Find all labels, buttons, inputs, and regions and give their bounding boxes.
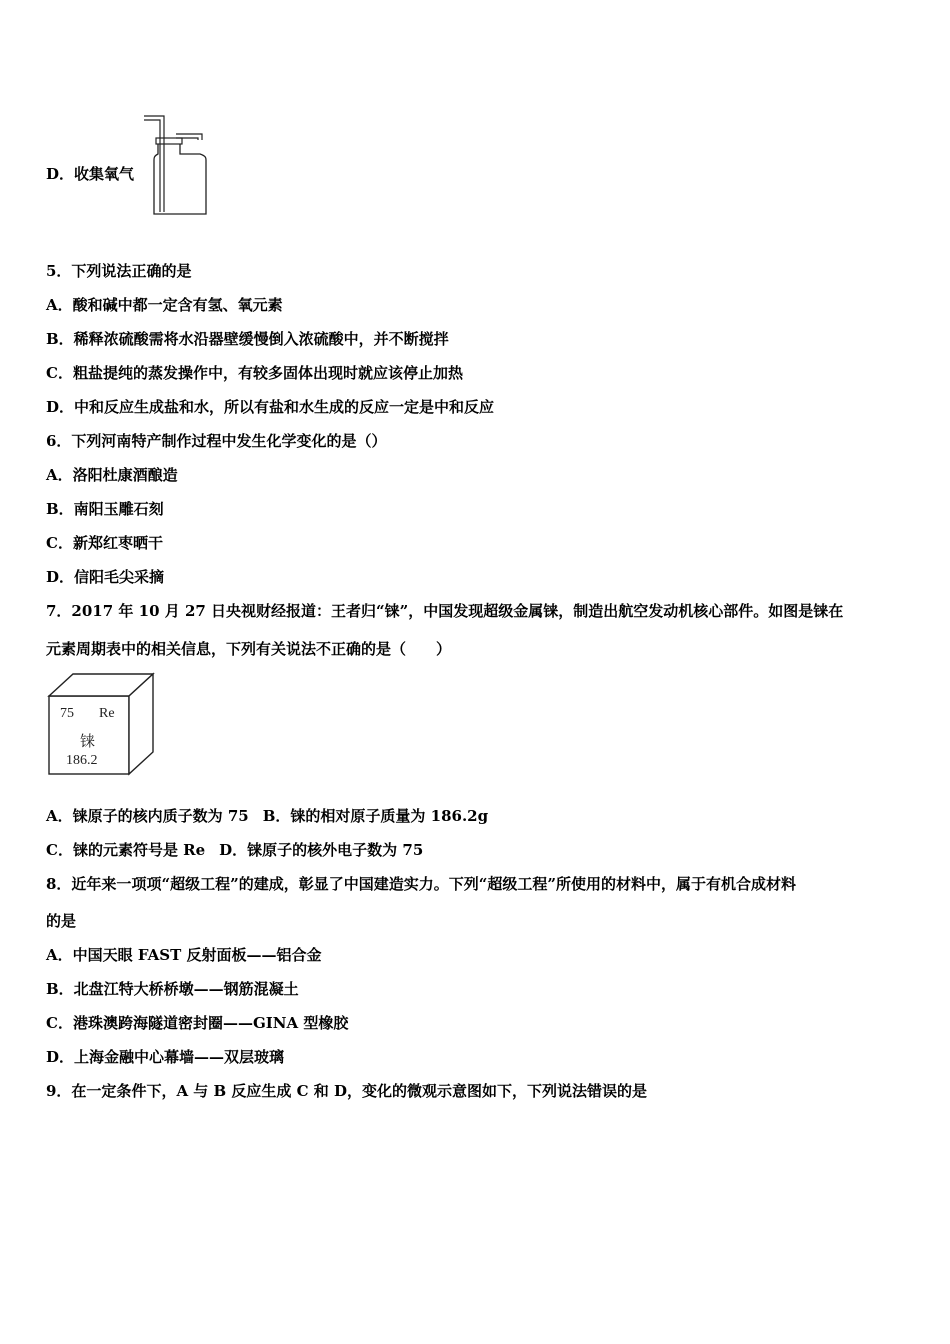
q8-stem-line-2: 的是 xyxy=(46,912,77,930)
q5-option-b: B．稀释浓硫酸需将水沿器壁缓慢倒入浓硫酸中，并不断搅拌 xyxy=(46,330,449,348)
q7-option-b: B．铼的相对原子质量为 186.2g xyxy=(262,807,489,825)
q8-stem-line-1: 8．近年来一项项“超级工程”的建成，彰显了中国建造实力。下列“超级工程”所使用的材料中，属于有机合成材料 xyxy=(46,875,796,893)
q4-option-d: D．收集氧气 xyxy=(46,165,135,183)
q6-option-a: A．洛阳杜康酒酿造 xyxy=(46,466,178,484)
q6-stem: 6．下列河南特产制作过程中发生化学变化的是（） xyxy=(46,432,387,450)
q7-stem-line-1: 7．2017 年 10 月 27 日央视财经报道：王者归“铼”，中国发现超级金属铼，制造出航空发动机核心部件。如图是铼在 xyxy=(46,602,844,620)
q6-option-c: C．新郑红枣晒干 xyxy=(46,534,163,552)
q7-option-d: D．铼原子的核外电子数为 75 xyxy=(219,841,424,859)
q5-option-a: A．酸和碱中都一定含有氢、氧元素 xyxy=(46,296,283,314)
q7-option-c: C．铼的元素符号是 Re xyxy=(46,841,206,859)
q6-option-d: D．信阳毛尖采摘 xyxy=(46,568,165,586)
q9-stem: 9．在一定条件下，A 与 B 反应生成 C 和 D，变化的微观示意图如下，下列说法错误的是 xyxy=(46,1082,648,1100)
q8-option-d: D．上海金融中心幕墙——双层玻璃 xyxy=(46,1048,285,1066)
element-name: 铼 xyxy=(80,734,96,750)
q7-options-row-1 xyxy=(46,806,488,826)
q8-option-a: A．中国天眼 FAST 反射面板——铝合金 xyxy=(46,946,322,964)
element-card-figure xyxy=(46,672,158,778)
element-atomic-mass: 186.2 xyxy=(66,753,98,768)
q7-options-row-2 xyxy=(46,840,423,860)
element-symbol: Re xyxy=(99,706,115,721)
q5-option-c: C．粗盐提纯的蒸发操作中，有较多固体出现时就应该停止加热 xyxy=(46,364,463,382)
q7-stem-line-2: 元素周期表中的相关信息，下列有关说法不正确的是（ ） xyxy=(46,640,452,658)
gas-collection-bottle-figure xyxy=(140,110,212,220)
q5-option-d: D．中和反应生成盐和水，所以有盐和水生成的反应一定是中和反应 xyxy=(46,398,495,416)
element-atomic-number: 75 xyxy=(60,706,74,721)
q7-option-a: A．铼原子的核内质子数为 75 xyxy=(46,807,249,825)
q8-option-c: C．港珠澳跨海隧道密封圈——GINA 型橡胶 xyxy=(46,1014,349,1032)
q5-stem: 5．下列说法正确的是 xyxy=(46,262,192,280)
q8-option-b: B．北盘江特大桥桥墩——钢筋混凝土 xyxy=(46,980,299,998)
q6-option-b: B．南阳玉雕石刻 xyxy=(46,500,164,518)
